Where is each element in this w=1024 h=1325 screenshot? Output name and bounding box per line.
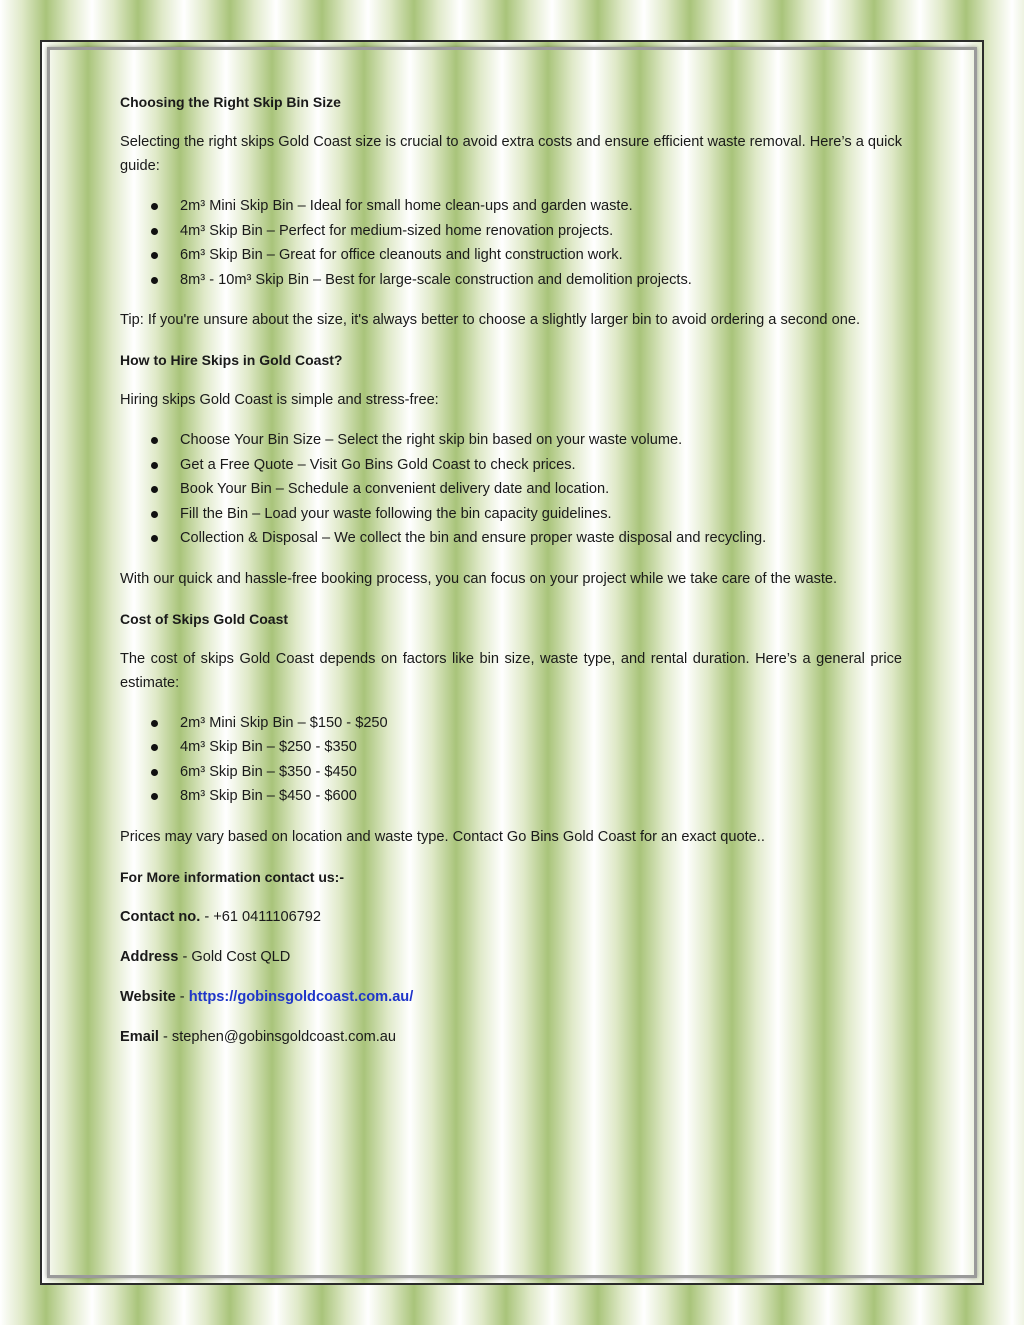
paragraph-hire-intro: Hiring skips Gold Coast is simple and stress-free: — [120, 392, 439, 408]
section-heading-contact: For More information contact us:- — [120, 868, 344, 885]
list-item: Choose Your Bin Size – Select the right skip bin based on your waste volume. — [120, 428, 902, 453]
paragraph-tip: Tip: If you're unsure about the size, it's always better to choose a slightly larger bin to avoid ordering a second one. — [120, 312, 860, 328]
contact-website-label: Website — [120, 988, 176, 1005]
list-bin-sizes — [120, 194, 902, 292]
contact-website — [120, 985, 902, 1009]
list-item: 4m³ Skip Bin – Perfect for medium-sized home renovation projects. — [120, 219, 902, 244]
list-hire-steps — [120, 428, 902, 551]
list-item: 2m³ Mini Skip Bin – Ideal for small home clean-ups and garden waste. — [120, 194, 902, 219]
section-heading-cost: Cost of Skips Gold Coast — [120, 610, 289, 627]
list-item: 4m³ Skip Bin – $250 - $350 — [120, 735, 902, 760]
section-heading-hire: How to Hire Skips in Gold Coast? — [120, 352, 343, 368]
list-item: 8m³ - 10m³ Skip Bin – Best for large-scale construction and demolition projects. — [120, 268, 902, 293]
contact-address-value: - Gold Cost QLD — [178, 948, 291, 965]
section-heading-sizes: Choosing the Right Skip Bin Size — [120, 94, 341, 110]
contact-phone — [120, 905, 902, 929]
paragraph-hire-outro: With our quick and hassle-free booking process, you can focus on your project while we take care of the waste. — [120, 570, 838, 587]
list-item: Collection & Disposal – We collect the bin and ensure proper waste disposal and recycling. — [120, 526, 902, 551]
contact-website-separator: - — [175, 988, 189, 1005]
contact-address-label: Address — [120, 948, 179, 965]
list-item: Book Your Bin – Schedule a convenient delivery date and location. — [120, 477, 902, 502]
paragraph-cost-intro: The cost of skips Gold Coast depends on factors like bin size, waste type, and rental duration. Here’s a general price estimate: — [120, 650, 902, 691]
contact-phone-value: - +61 0411106792 — [200, 908, 322, 925]
contact-email-value: - stephen@gobinsgoldcoast.com.au — [158, 1028, 397, 1045]
document-content — [120, 90, 902, 1065]
contact-email — [120, 1025, 902, 1049]
paragraph-sizes-intro: Selecting the right skips Gold Coast size is crucial to avoid extra costs and ensure efficient waste removal. Here’s a quick guide: — [120, 134, 902, 174]
list-item: 2m³ Mini Skip Bin – $150 - $250 — [120, 711, 902, 736]
list-item: Fill the Bin – Load your waste following the bin capacity guidelines. — [120, 502, 902, 527]
contact-address — [120, 945, 902, 969]
list-item: 6m³ Skip Bin – $350 - $450 — [120, 760, 902, 785]
list-prices — [120, 711, 902, 809]
website-link[interactable]: https://gobinsgoldcoast.com.au/ — [188, 988, 414, 1005]
paragraph-cost-outro: Prices may vary based on location and waste type. Contact Go Bins Gold Coast for an exact quote.. — [120, 828, 765, 845]
contact-email-label: Email — [120, 1028, 159, 1045]
contact-phone-label: Contact no. — [120, 908, 201, 925]
list-item: 6m³ Skip Bin – Great for office cleanouts and light construction work. — [120, 243, 902, 268]
list-item: 8m³ Skip Bin – $450 - $600 — [120, 784, 902, 809]
list-item: Get a Free Quote – Visit Go Bins Gold Coast to check prices. — [120, 453, 902, 478]
